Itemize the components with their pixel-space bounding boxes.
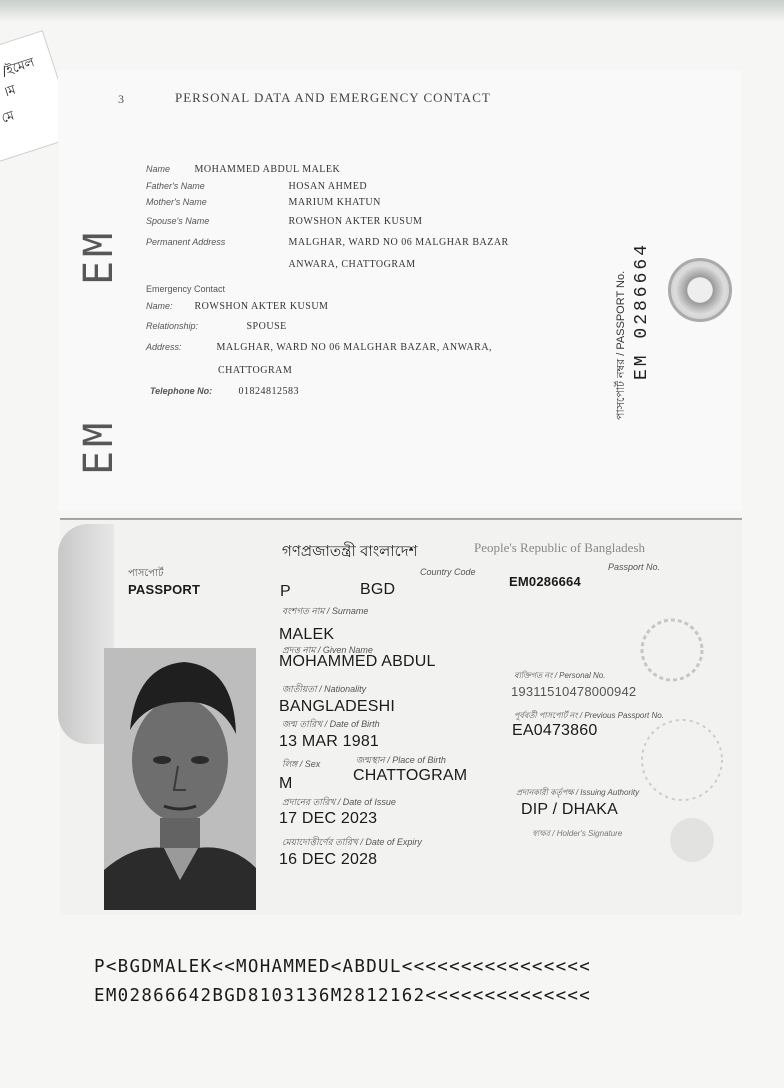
emergency-relationship-label: Relationship:	[146, 321, 199, 331]
field-spouse-value: ROWSHON AKTER KUSUM	[288, 216, 423, 227]
watermark-stamp	[612, 610, 732, 870]
corner-note-line1: /ইমেল	[0, 55, 37, 80]
emergency-address-label: Address:	[146, 342, 182, 352]
emergency-name-label: Name:	[146, 301, 173, 311]
emergency-heading	[146, 284, 225, 295]
authority: DIP / DHAKA	[521, 801, 619, 818]
emergency-name-value: ROWSHON AKTER KUSUM	[194, 301, 329, 312]
personal-no: 19311510478000942	[511, 684, 637, 699]
given-name-label: প্রদত্ত নাম / Given Name	[282, 645, 373, 655]
passport-no-vertical-label	[612, 215, 630, 420]
field-father	[146, 181, 367, 192]
field-spouse-label: Spouse's Name	[146, 216, 210, 226]
corner-note-line2: ।ম	[1, 82, 18, 101]
mrz-line-2: EM02866642BGD8103136M2812162<<<<<<<<<<<<<<	[94, 986, 592, 1006]
field-address-line2-value: ANWARA, CHATTOGRAM	[288, 259, 416, 270]
dob-label: জন্ম তারিখ / Date of Birth	[282, 719, 380, 729]
surname: MALEK	[279, 626, 335, 643]
holder-photo	[104, 648, 256, 910]
field-address	[146, 237, 509, 248]
field-name-value: MOHAMMED ABDUL MALEK	[194, 164, 341, 175]
prev-passport-label: পূর্ববর্তী পাসপোর্ট নং / Previous Passport No.	[514, 711, 664, 720]
authority-label: প্রদানকারী কর্তৃপক্ষ / Issuing Authority	[516, 788, 640, 797]
given-name: MOHAMMED ABDUL	[279, 653, 436, 670]
doe-label: মেয়াদোত্তীর্ণের তারিখ / Date of Expiry	[282, 837, 422, 847]
emergency-heading-text: Emergency Contact	[146, 284, 226, 294]
field-address-label: Permanent Address	[146, 237, 226, 247]
doi: 17 DEC 2023	[279, 810, 378, 827]
corner-note-line3: মে	[0, 108, 17, 127]
emergency-telephone-value: 01824812583	[238, 386, 299, 397]
perforation-top-text: EM	[76, 228, 122, 285]
emergency-relationship-value: SPOUSE	[246, 321, 287, 332]
passport-no-vertical-label-text: পাসপোর্ট নম্বর / PASSPORT No.	[615, 270, 627, 420]
prev-passport: EA0473860	[512, 722, 598, 739]
country-code-label: Country Code	[420, 567, 476, 577]
field-mother	[146, 197, 381, 208]
government-emblem-icon	[668, 258, 732, 322]
surname-label: বংশগত নাম / Surname	[282, 606, 369, 616]
emergency-name	[146, 301, 328, 312]
emergency-address-value: MALGHAR, WARD NO 06 MALGHAR BAZAR, ANWARA,	[216, 342, 493, 353]
country-code: BGD	[360, 581, 396, 598]
pob-label: জন্মস্থান / Place of Birth	[356, 755, 446, 765]
emergency-address-line2	[218, 365, 292, 376]
field-address-value: MALGHAR, WARD NO 06 MALGHAR BAZAR	[288, 237, 509, 248]
nationality: BANGLADESHI	[279, 698, 396, 715]
nationality-label: জাতীয়তা / Nationality	[282, 684, 367, 694]
passport-no: EM0286664	[509, 574, 581, 589]
emergency-telephone-label: Telephone No:	[150, 386, 213, 396]
sex: M	[279, 775, 293, 792]
field-name-label: Name	[146, 164, 171, 174]
scan-shadow	[0, 0, 784, 22]
pob: CHATTOGRAM	[353, 767, 468, 784]
passport-header-bangla: গণপ্রজাতন্ত্রী বাংলাদেশ	[282, 543, 418, 560]
passport-no-label: Passport No.	[608, 562, 661, 572]
personal-no-label: ব্যক্তিগত নং / Personal No.	[514, 671, 606, 680]
passport-header-english: People's Republic of Bangladesh	[474, 540, 645, 555]
signature-label: স্বাক্ষর / Holder's Signature	[532, 829, 623, 838]
personal-data-title: PERSONAL DATA AND EMERGENCY CONTACT	[175, 90, 491, 105]
doi-label: প্রদানের তারিখ / Date of Issue	[282, 797, 396, 807]
field-address-line2	[146, 259, 416, 270]
passport-type-label: PASSPORT	[128, 582, 201, 597]
emergency-address-line2-value: CHATTOGRAM	[218, 365, 293, 376]
field-spouse	[146, 216, 422, 227]
mrz-line-1: P<BGDMALEK<<MOHAMMED<ABDUL<<<<<<<<<<<<<<<<	[94, 957, 592, 977]
perforation-bottom-text: EM	[76, 418, 122, 475]
emergency-telephone	[150, 386, 299, 397]
field-father-label: Father's Name	[146, 181, 205, 191]
doe: 16 DEC 2028	[279, 851, 378, 868]
passport-no-vertical-text: EM 0286664	[632, 241, 652, 380]
passport-type: P	[280, 583, 291, 600]
dob: 13 MAR 1981	[279, 733, 380, 750]
field-father-value: HOSAN AHMED	[288, 181, 368, 192]
passport-type-label-bn: পাসপোর্ট	[128, 568, 164, 579]
field-name	[146, 164, 340, 175]
emergency-relationship	[146, 321, 287, 332]
field-mother-label: Mother's Name	[146, 197, 207, 207]
field-mother-value: MARIUM KHATUN	[288, 197, 381, 208]
passport-no-vertical	[632, 215, 662, 380]
emergency-address	[146, 342, 492, 353]
sex-label: লিঙ্গ / Sex	[282, 759, 321, 769]
page-number: 3	[118, 92, 124, 106]
